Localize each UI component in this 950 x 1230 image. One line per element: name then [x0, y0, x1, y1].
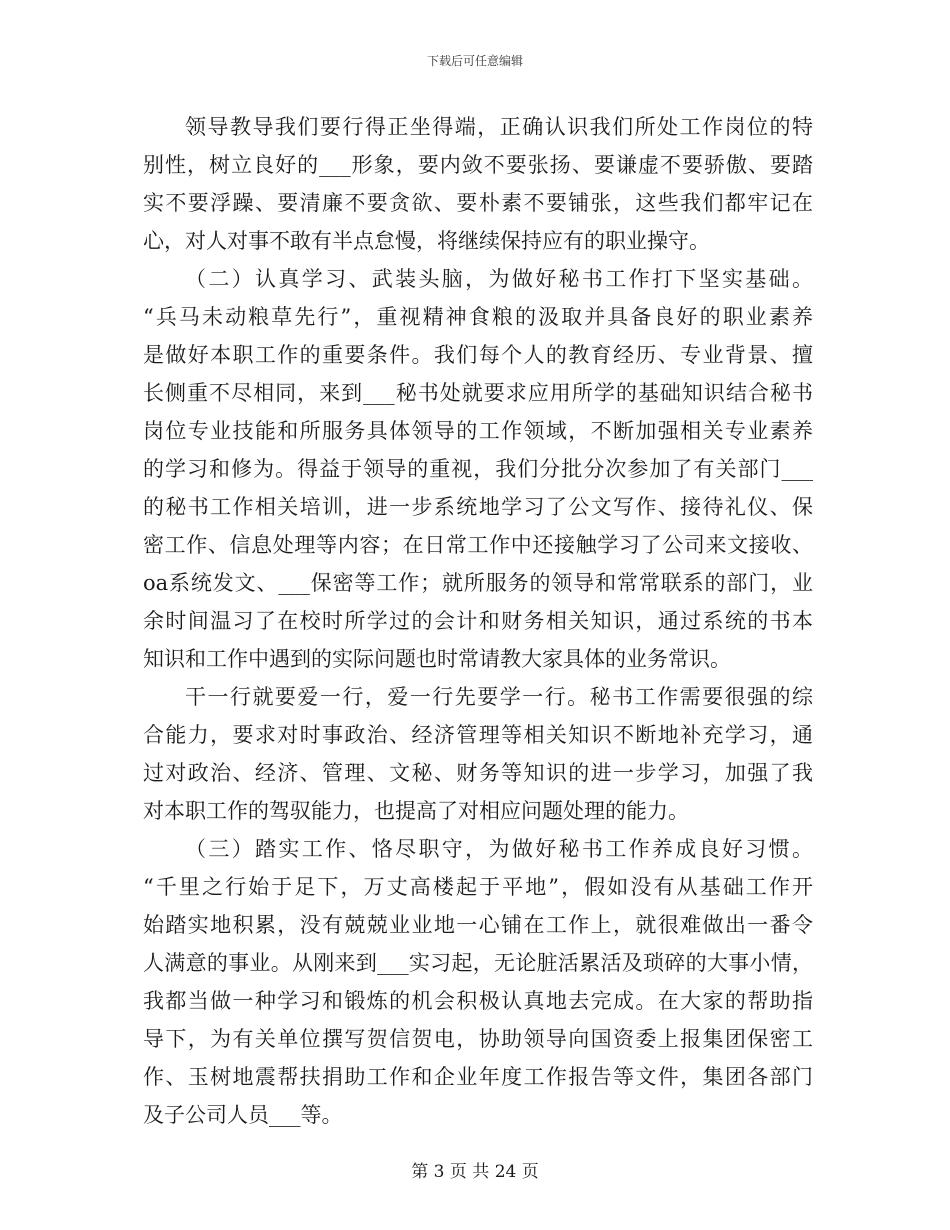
text-line: 领导教导我们要行得正坐得端，正确认识我们所处工作岗位的特 [185, 115, 813, 139]
text-line: 余时间温习了在校时所学过的会计和财务相关知识，通过系统的书本 [143, 609, 813, 633]
text-line: 密工作、信息处理等内容；在日常工作中还接触学习了公司来文接收、 [143, 533, 813, 557]
section-heading: （二）认真学习、武装头脑，为做好秘书工作打下坚实基础。 [185, 267, 813, 291]
text-line: 岗位专业技能和所服务具体领导的工作领域，不断加强相关专业素养 [143, 419, 813, 443]
text-line: 的学习和修为。得益于领导的重视，我们分批分次参加了有关部门___ [143, 457, 813, 481]
section-heading: （三）踏实工作、恪尽职守，为做好秘书工作养成良好习惯。 [185, 837, 813, 861]
text-line: 别性，树立良好的___形象，要内敛不要张扬、要谦虚不要骄傲、要踏 [143, 153, 813, 177]
page-header: 下载后可任意编辑 [426, 54, 523, 68]
text-line: 合能力，要求对时事政治、经济管理等相关知识不断地补充学习，通 [143, 723, 813, 747]
text-line: 知识和工作中遇到的实际问题也时常请教大家具体的业务常识。 [143, 647, 731, 671]
text-line: 实不要浮躁、要清廉不要贪欲、要朴素不要铺张，这些我们都牢记在 [143, 191, 813, 215]
text-line: 干一行就要爱一行，爱一行先要学一行。秘书工作需要很强的综 [185, 685, 813, 709]
text-line: “兵马未动粮草先行”，重视精神食粮的汲取并具备良好的职业素养 [143, 305, 813, 329]
text-line: oa系统发文、___保密等工作；就所服务的领导和常常联系的部门，业 [143, 571, 813, 595]
text-line: 心，对人对事不敢有半点怠慢，将继续保持应有的职业操守。 [143, 229, 710, 253]
text-line: 过对政治、经济、管理、文秘、财务等知识的进一步学习，加强了我 [143, 761, 813, 785]
page-footer: 第 3 页 共 24 页 [411, 1162, 539, 1182]
text-line: 我都当做一种学习和锻炼的机会积极认真地去完成。在大家的帮助指 [143, 989, 813, 1013]
text-line: 长侧重不尽相同，来到___秘书处就要求应用所学的基础知识结合秘书 [143, 381, 813, 405]
text-line: 作、玉树地震帮扶捐助工作和企业年度工作报告等文件，集团各部门 [143, 1065, 813, 1089]
text-line: 始踏实地积累，没有兢兢业业地一心铺在工作上，就很难做出一番令 [143, 913, 813, 937]
text-line: 对本职工作的驾驭能力，也提高了对相应问题处理的能力。 [143, 799, 689, 823]
text-line: 是做好本职工作的重要条件。我们每个人的教育经历、专业背景、擅 [143, 343, 813, 367]
text-line: “千里之行始于足下，万丈高楼起于平地”，假如没有从基础工作开 [143, 875, 813, 899]
text-line: 人满意的事业。从刚来到___实习起，无论脏活累活及琐碎的大事小情， [143, 951, 813, 975]
text-line: 及子公司人员___等。 [143, 1103, 343, 1127]
text-line: 的秘书工作相关培训，进一步系统地学习了公文写作、接待礼仪、保 [143, 495, 813, 519]
document-body [143, 108, 813, 1134]
text-line: 导下，为有关单位撰写贺信贺电，协助领导向国资委上报集团保密工 [143, 1027, 813, 1051]
